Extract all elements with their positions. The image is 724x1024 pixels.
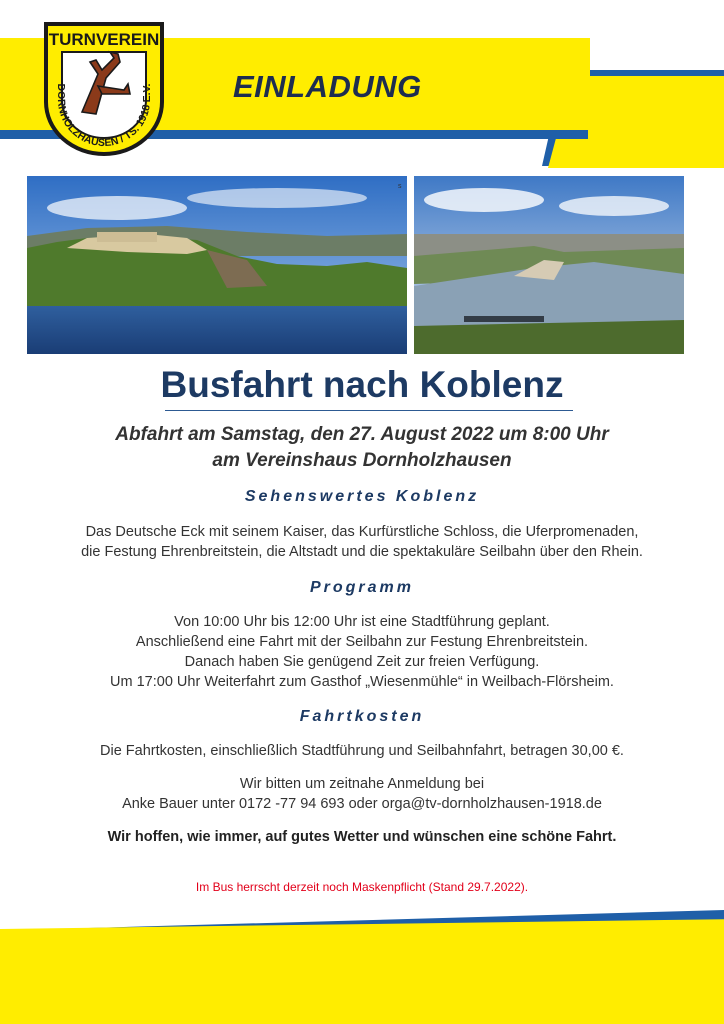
departure-line-1: Abfahrt am Samstag, den 27. August 2022 um 8:00 Uhr [115, 424, 609, 445]
departure-line-2: am Vereinshaus Dornholzhausen [212, 450, 512, 471]
program-line: Von 10:00 Uhr bis 12:00 Uhr ist eine Stadtführung geplant. [174, 614, 550, 630]
footer-band-yellow [0, 916, 724, 1024]
registration-contact: Anke Bauer unter 0172 -77 94 693 oder orga@tv-dornholzhausen-1918.de [122, 796, 602, 812]
section-heading-sights: Sehenswertes Koblenz [244, 488, 480, 505]
costs-line: Die Fahrtkosten, einschließlich Stadtführung und Seilbahnfahrt, betragen 30,00 €. [100, 743, 624, 759]
program-line: Danach haben Sie genügend Zeit zur freien Verfügung. [184, 654, 540, 670]
logo-top-text: TURNVEREIN [48, 30, 160, 49]
logo-side-text: DORNHOLZHAUSEN / TS. 1918 E.V. [54, 83, 153, 150]
photo-caption-mark: s [398, 183, 402, 190]
program-line: Um 17:00 Uhr Weiterfahrt zum Gasthof „Wiesenmühle“ in Weilbach-Flörsheim. [110, 674, 614, 690]
page-title: EINLADUNG [233, 69, 422, 104]
photo-ehrenbreitstein [27, 176, 407, 354]
mask-notice: Im Bus herrscht derzeit noch Maskenpflicht (Stand 29.7.2022). [195, 880, 529, 894]
sights-line: Das Deutsche Eck mit seinem Kaiser, das Kurfürstliche Schloss, die Uferpromenaden, [85, 524, 639, 540]
section-heading-program: Programm [309, 579, 415, 596]
sights-line: die Festung Ehrenbreitstein, die Altstadt und die spektakuläre Seilbahn über den Rhein. [81, 544, 643, 560]
closing-message: Wir hoffen, wie immer, auf gutes Wetter und wünschen eine schöne Fahrt. [107, 829, 617, 845]
program-line: Anschließend eine Fahrt mit der Seilbahn zur Festung Ehrenbreitstein. [135, 634, 589, 650]
club-logo [40, 16, 168, 156]
photo-deutsches-eck [414, 176, 684, 354]
title-divider [165, 410, 573, 411]
section-heading-costs: Fahrtkosten [299, 708, 425, 725]
event-title: Busfahrt nach Koblenz [160, 364, 564, 405]
registration-line: Wir bitten um zeitnahe Anmeldung bei [239, 776, 485, 792]
